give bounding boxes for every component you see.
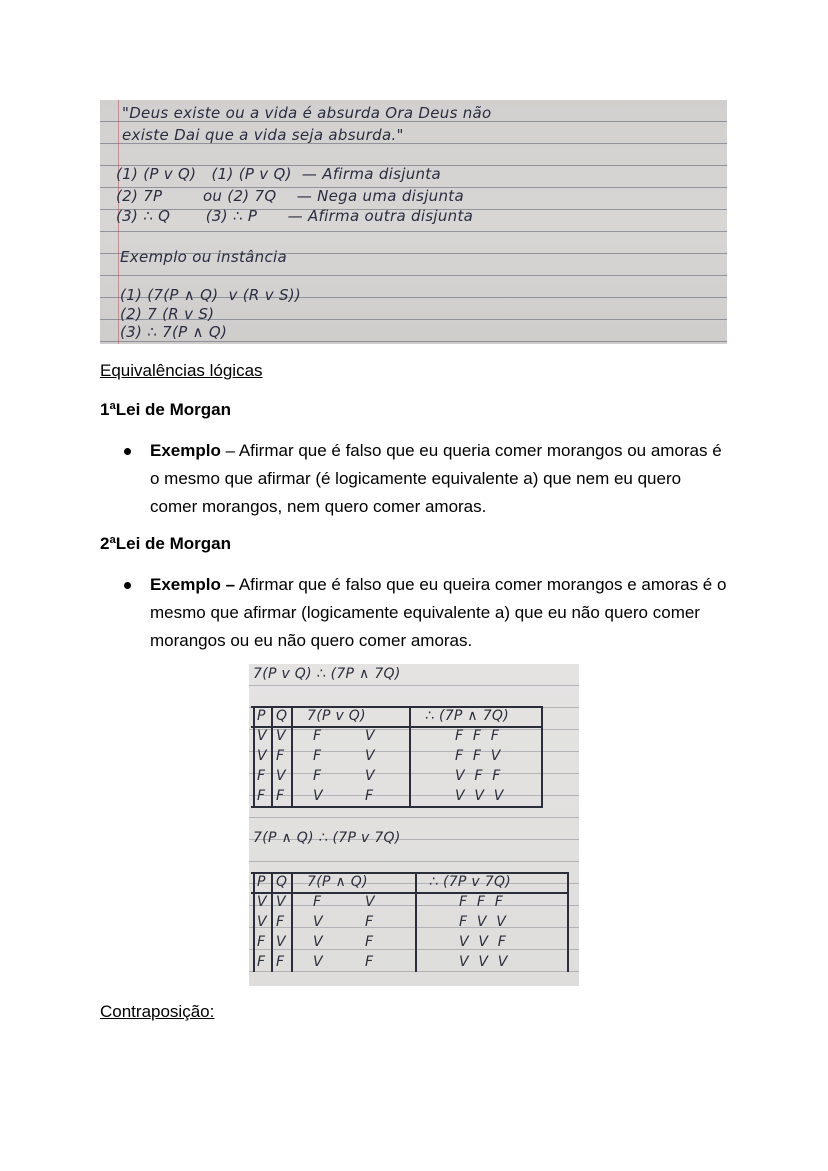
cell: V (365, 728, 375, 744)
hw-line: Exemplo ou instância (120, 248, 287, 266)
cell: V (276, 934, 286, 950)
bullet-text (150, 437, 730, 521)
bullet-dot (124, 582, 131, 589)
hw-line: (1) (P v Q) (1) (P v Q) — Afirma disjunta (116, 165, 441, 183)
cell: F (257, 768, 266, 784)
table2-head-q: Q (276, 874, 288, 890)
grid-line (251, 806, 543, 808)
cell: V V F (459, 934, 507, 950)
cell: F F F (459, 894, 504, 910)
table2-head-p: P (257, 874, 266, 890)
table2-head-expr: 7(P ∧ Q) (307, 874, 368, 890)
bullet-body: Afirmar que é falso que eu queira comer morangos e amoras é o mesmo que afirmar (logicamente equivalente a) que eu não quero comer morangos ou eu não quero comer amoras. (150, 575, 727, 650)
hw-line: existe Dai que a vida seja absurda." (122, 126, 404, 144)
cell: V V V (459, 954, 508, 970)
table1-title: 7(P v Q) ∴ (7P ∧ 7Q) (253, 666, 401, 682)
bullet-bold: Exemplo – (150, 575, 236, 594)
grid-line (415, 872, 417, 972)
grid-line (251, 892, 569, 894)
hw-line: (3) ∴ Q (3) ∴ P — Afirma outra disjunta (116, 207, 474, 225)
cell: V (257, 914, 267, 930)
hw-line: (2) 7 (R v S) (120, 305, 215, 323)
cell: V (365, 894, 375, 910)
grid-line (253, 872, 255, 972)
cell: V (257, 748, 267, 764)
bullet-bold: Exemplo (150, 441, 221, 460)
bullet-dot (124, 448, 131, 455)
cell: F V V (459, 914, 507, 930)
table1-head-concl: ∴ (7P ∧ 7Q) (425, 708, 510, 724)
cell: V (313, 788, 323, 804)
cell: F (365, 788, 374, 804)
cell: V V V (455, 788, 504, 804)
grid-line (541, 706, 543, 808)
grid-line (271, 872, 273, 972)
cell: F (257, 934, 266, 950)
hw-line: (1) (7(P ∧ Q) v (R v S)) (120, 286, 302, 304)
table1-head-p: P (257, 708, 266, 724)
grid-line (253, 706, 255, 808)
bullet-body: – Afirmar que é falso que eu queria comer morangos ou amoras é o mesmo que afirmar (é logicamente equivalente a) que nem eu quero comer morangos, nem quero comer amoras. (150, 441, 722, 516)
law2-title: 2ªLei de Morgan (100, 534, 231, 553)
grid-line (291, 706, 293, 808)
cell: V (257, 894, 267, 910)
cell: V (276, 768, 286, 784)
cell: F (313, 768, 322, 784)
cell: F F V (455, 748, 501, 764)
table1-head-expr: 7(P v Q) (307, 708, 366, 724)
grid-line (251, 872, 569, 874)
grid-line (567, 872, 569, 972)
law1-title: 1ªLei de Morgan (100, 400, 231, 419)
table1-head-q: Q (276, 708, 288, 724)
cell: V (313, 914, 323, 930)
handwritten-notes-photo (100, 100, 727, 344)
cell: F F F (455, 728, 500, 744)
cell: F (276, 748, 285, 764)
cell: V (365, 748, 375, 764)
bullet-text (150, 571, 730, 655)
cell: F (365, 934, 374, 950)
cell: F (365, 954, 374, 970)
hw-line: (3) ∴ 7(P ∧ Q) (120, 323, 228, 341)
hw-line: "Deus existe ou a vida é absurda Ora Deus não (122, 104, 492, 122)
cell: V (276, 894, 286, 910)
cell: F (276, 914, 285, 930)
cell: F (276, 788, 285, 804)
cell: V (276, 728, 286, 744)
cell: F (313, 728, 322, 744)
cell: F (365, 914, 374, 930)
grid-line (409, 706, 411, 808)
cell: F (313, 894, 322, 910)
table2-title: 7(P ∧ Q) ∴ (7P v 7Q) (253, 830, 401, 846)
cell: F (257, 788, 266, 804)
truth-tables-photo (249, 664, 579, 986)
section-title: Equivalências lógicas (100, 361, 263, 380)
cell: F (276, 954, 285, 970)
hw-line: (2) 7P ou (2) 7Q — Nega uma disjunta (116, 187, 464, 205)
cell: V (257, 728, 267, 744)
cell: V F F (455, 768, 501, 784)
grid-line (271, 706, 273, 808)
cell: F (257, 954, 266, 970)
cell: V (313, 954, 323, 970)
cell: V (365, 768, 375, 784)
cell: F (313, 748, 322, 764)
grid-line (291, 872, 293, 972)
contraposition-heading: Contraposição: (100, 1002, 215, 1021)
cell: V (313, 934, 323, 950)
table2-head-concl: ∴ (7P v 7Q) (429, 874, 512, 890)
grid-line (251, 726, 543, 728)
